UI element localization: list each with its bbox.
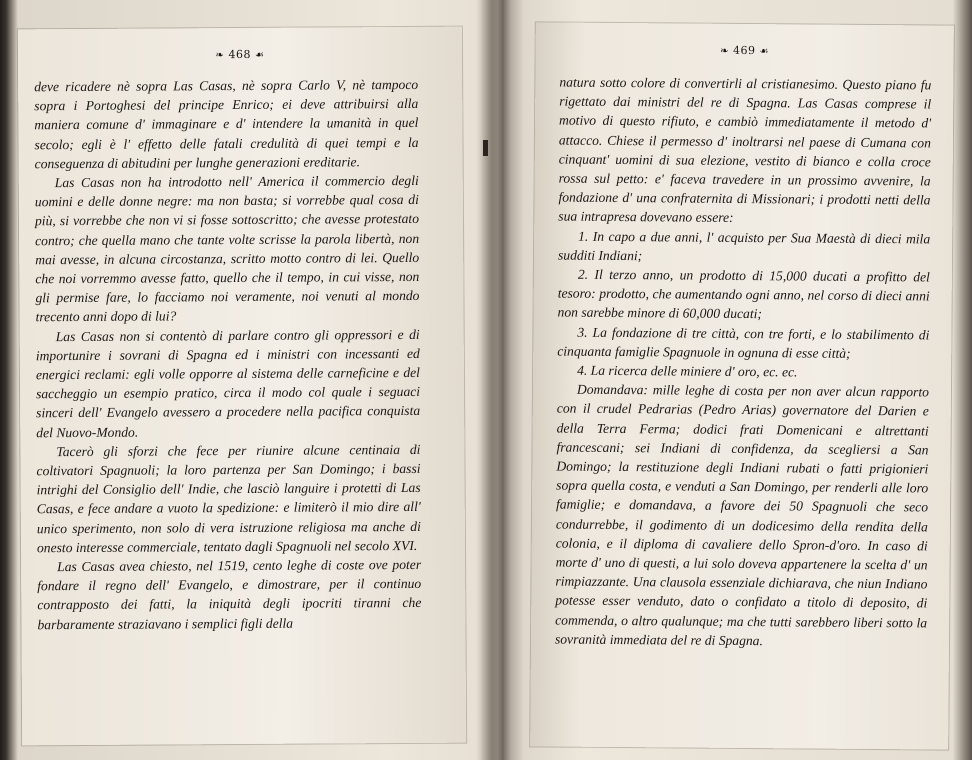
right-paragraph-3: 2. Il terzo anno, un prodotto di 15,000 ducati a profitto del tesoro: prodotto, che aumentando ogni anno, nel corso di dieci anni non sarebbe minore di 60,000 ducati;: [557, 266, 930, 322]
right-paragraph-1: natura sotto colore di convertirli al cristianesimo. Questo piano fu rigettato dai ministri del re di Spagna. Las Casas comprese il motivo di questo rifiuto, e cambiò immediatamente il metodo d' attacco. Chiese il permesso d' inoltrarsi nel paese di Cumana con cinquant' uomini di sua elezione, vestito di bianco e colla croce rossa sul petto: e' faceva travedere in un prossimo avvenire, la fondazione d' una confraternita di Missionari; i prodotti netti della sua intrapresa dovevano essere:: [558, 74, 932, 226]
right-page: [530, 22, 954, 749]
left-paragraph-4: Tacerò gli sforzi che fece per riunire alcune centinaia di coltivatori Spagnuoli; la loro partenza per San Domingo; i bassi intrighi del Consiglio dell' Indie, che lasciò languire i protetti di Las Casas, e fece andare a vuoto la spedizione: e limiterò il mio dire all' unico sperimento, non solo di vera istruzione religiosa ma anche di onesto interesse commerciale, tentato dagli Spagnuoli nel secolo XVI.: [36, 441, 421, 556]
left-page-number: [18, 47, 462, 63]
gutter-mark: [483, 140, 488, 156]
ornament-left-icon: ❧: [720, 45, 730, 57]
left-paragraph-5: Las Casas avea chiesto, nel 1519, cento leghe di coste ove poter fondare il regno dell' Evangelo, e dimostrare, per il continuo contrapposto dei fatti, la iniquità degli ipocriti tiranni che barbaramente straziavano i semplici figli della: [37, 556, 422, 632]
ornament-right-icon: ☙: [254, 49, 265, 61]
left-page-body: [34, 75, 421, 634]
ornament-left-icon: ❧: [215, 50, 225, 62]
left-paragraph-1: deve ricadere nè sopra Las Casas, nè sopra Carlo V, nè tampoco sopra i Portoghesi del principe Enrico; ei deve attribuirsi alla maniera comune d' immaginare e d' intendere la umanità in quel secolo; egli è l' effetto delle fatali credulità di quei tempi e la conseguenza di abitudini per lunghe generazioni ereditarie.: [34, 76, 419, 172]
right-paragraph-6: Domandava: mille leghe di costa per non aver alcun rapporto con il crudel Pedrarias (Pedro Arias) governatore del Darien e della Terra Ferma; dodici frati Domenicani e altrettanti francescani; sei Indiani di confidenza, da scegliersi a San Domingo; la restituzione degli Indiani rubati o fatti prigionieri sopra quella costa, e venduti a San Domingo, per renderli alle loro famiglie; e domandava, a favore dei 50 Spagnuoli che seco condurrebbe, il godimento di un dodicesimo della rendita della colonia, e il diploma di cavaliere dello Spron-d'oro. In caso di morte d' uno di questi, a lui solo doveva appartenere la scelta d' un rimpiazzante. Una clausola essenziale dichiarava, che niun Indiano potesse esser venduto, dato o confidato a titolo di deposito, di commenda, o altro qualunque; ma che tutti sarebbero liberi sotto la sovranità immediata del re di Spagna.: [554, 381, 930, 649]
left-paragraph-2: Las Casas non ha introdotto nell' America il commercio degli uomini e delle donne negre: ma non basta; si vorrebbe qual cosa di più, si vorrebbe che non vi si fosse sottoscritto; che avesse protestato contro; che quella mano che tante volte scrisse la parola libertà, non mai avesse, in alcuna circostanza, scritto motto contro di lei. Quello che noi vorremmo avesse fatto, quello che il tempo, in cui visse, non gli permise fare, lo facciamo noi veramente, noi venuti al mondo trecento anni dopo di lui?: [34, 172, 420, 325]
right-paragraph-5: 4. La ricerca delle miniere d' oro, ec. ec.: [577, 362, 798, 380]
left-page: [18, 27, 466, 746]
ornament-right-icon: ☙: [759, 46, 770, 58]
left-paragraph-3: Las Casas non si contentò di parlare contro gli oppressori e di importunire i sovrani di Spagna ed i ministri con incessanti ed energici reclami: egli volle opporre al sistema delle carneficine e del saccheggio un esempio pratico, circa il modo col quale i seguaci sinceri dell' Evangelo avessero a procedere nella pacifica conquista del Nuovo-Mondo.: [35, 326, 421, 440]
left-page-number-value: 468: [228, 47, 251, 62]
right-page-number-value: 469: [733, 43, 756, 58]
book-gutter: [480, 0, 524, 760]
right-page-number: [536, 42, 954, 58]
right-page-body: [555, 73, 932, 652]
right-paragraph-4: 3. La fondazione di tre città, con tre forti, e lo stabilimento di cinquanta famiglie Spagnuole in ognuna di esse città;: [557, 324, 930, 361]
right-paragraph-2: 1. In capo a due anni, l' acquisto per Sua Maestà di dieci mila sudditi Indiani;: [557, 228, 931, 264]
